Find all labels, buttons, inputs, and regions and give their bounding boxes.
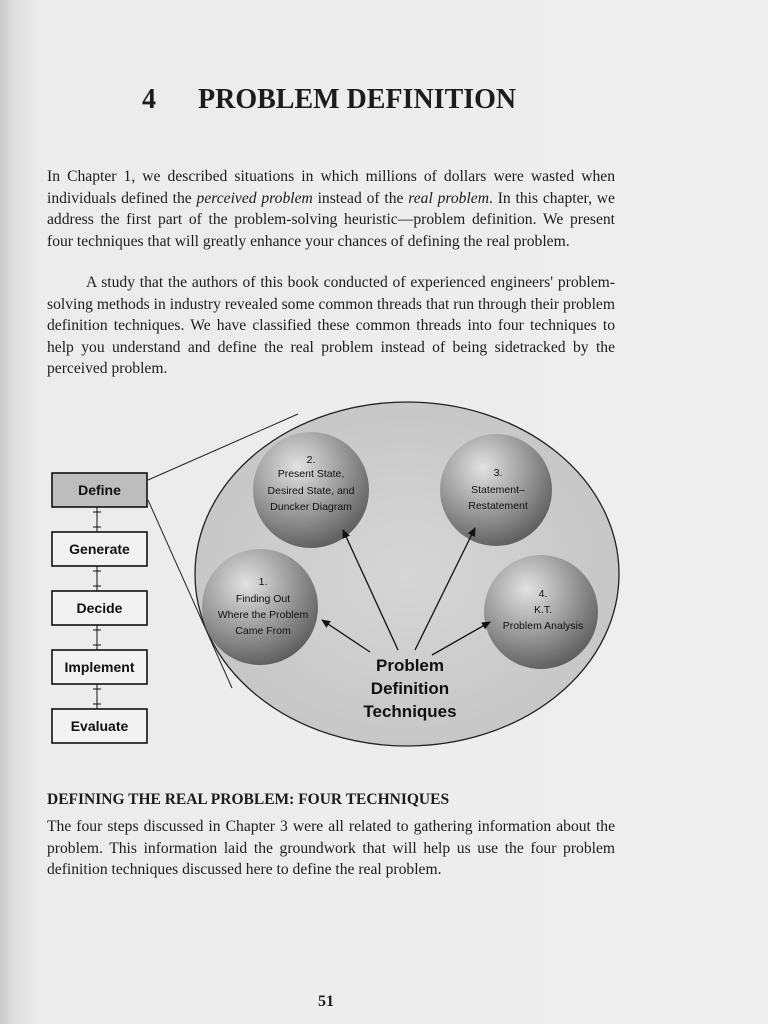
technique-1-line: Came From	[235, 625, 291, 637]
step-implement-box	[52, 650, 147, 684]
technique-3-line: Statement–	[471, 484, 525, 496]
technique-4-number: 4.	[538, 588, 548, 600]
intro-paragraph-2: A study that the authors of this book conducted of experienced engineers' problem-solving methods in industry revealed some common threads that run through their problem definition techniques. We have classified these common threads into four techniques to help you understand and define the real problem instead of being sidetracked by the perceived problem.	[47, 274, 615, 377]
step-generate-label: Generate	[69, 541, 130, 557]
intro-text-segment: instead of the	[312, 189, 409, 207]
technique-2-line: Desired State, and	[267, 485, 355, 497]
step-evaluate-box	[52, 709, 147, 743]
technique-1-line: Finding Out	[235, 593, 291, 605]
technique-3-number: 3.	[493, 467, 503, 479]
chapter-title	[142, 84, 516, 116]
section-paragraph: The four steps discussed in Chapter 3 were all related to gathering information about the problem. This information laid the groundwork that will help us use the four problem definition techniques discussed here to define the real problem.	[47, 818, 615, 878]
technique-3-line: Restatement	[468, 500, 528, 512]
chapter-title-text: PROBLEM DEFINITION	[198, 84, 517, 115]
page-number: 51	[318, 993, 334, 1010]
center-label-line: Techniques	[363, 702, 457, 721]
intro-paragraph-1	[47, 166, 615, 252]
step-define-box	[52, 473, 147, 507]
technique-1-number: 1.	[258, 576, 268, 588]
intro-text-segment: In Chapter 1, we described situations in which millions of dollars were wasted when individuals defined the	[47, 168, 615, 207]
technique-4-line: Problem Analysis	[502, 620, 584, 632]
section-heading: DEFINING THE REAL PROBLEM: FOUR TECHNIQUES	[47, 791, 450, 808]
technique-1-line: Where the Problem	[217, 609, 309, 621]
step-generate-box	[52, 532, 147, 566]
real-problem-term: real problem	[408, 189, 489, 207]
step-decide-box	[52, 591, 147, 625]
step-evaluate-label: Evaluate	[70, 718, 129, 734]
technique-2-line: Duncker Diagram	[270, 501, 352, 513]
intro-text-segment: . In this chapter, we address the first part of the problem-solving heuristic—problem definition. We present four techniques that will greatly enhance your chances of defining the real problem.	[47, 189, 615, 250]
technique-sphere-1	[202, 549, 318, 665]
perceived-problem-term: perceived problem	[196, 189, 313, 207]
center-label-line: Definition	[370, 679, 450, 698]
step-decide-label: Decide	[76, 600, 123, 616]
technique-2-number: 2.	[306, 454, 316, 466]
step-define-label: Define	[78, 482, 121, 498]
step-implement-label: Implement	[64, 659, 135, 675]
technique-2-line: Present State,	[277, 468, 345, 480]
center-label-line: Problem	[375, 656, 445, 675]
chapter-number: 4	[142, 84, 156, 115]
technique-4-line: K.T.	[533, 604, 553, 616]
center-label	[363, 656, 456, 721]
